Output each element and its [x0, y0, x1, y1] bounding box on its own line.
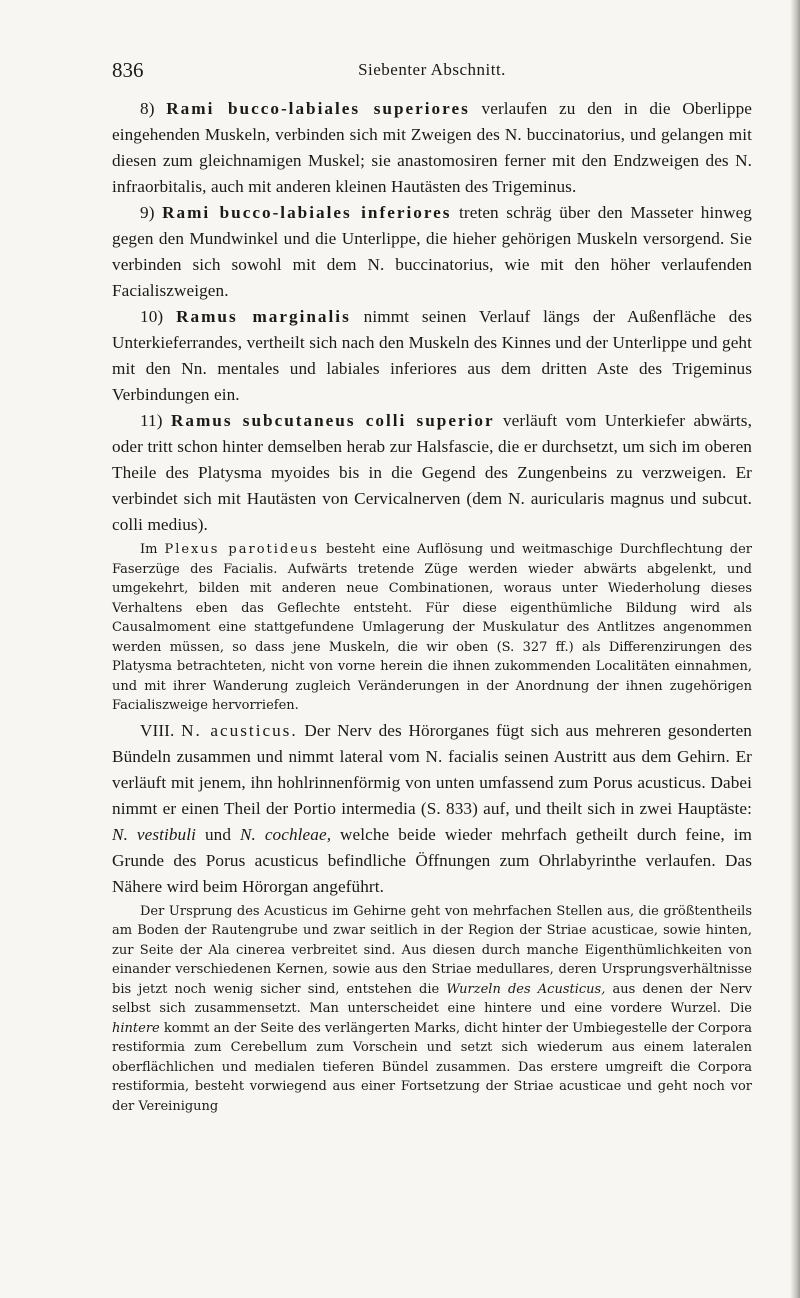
body-text: [112, 96, 752, 538]
section-number: VIII.: [140, 720, 175, 740]
paragraph-9: [112, 200, 752, 304]
paragraph-11: [112, 408, 752, 538]
fine-intro: Im: [140, 542, 158, 557]
paragraph-number: 9): [140, 203, 155, 222]
fine-text: kommt an der Seite des verlängerten Marks, dicht hinter der Umbiegestelle der Corpora restiformia zum Cerebellum zum Vorschein und setzt sich wiederum aus einem lateralen oberflächlichen und medialen tieferen Bündel zusammen. Das erstere umgreift die Corpora restiformia, besteht vorwiegend aus einer Fortsetzung der Striae acusticae und geht noch vor der Vereinigung: [112, 1020, 752, 1114]
italic-term: hintere: [112, 1020, 160, 1036]
paragraph-text: verlaufen zu den in die Oberlippe eingehenden Muskeln, verbinden sich mit Zweigen des N. buccinatorius, und gelangen mit diesen zum gleichnamigen Muskel; sie anastomosiren ferner mit den Endzweigen des N. infraorbitalis, auch mit anderen kleinen Hautästen des Trigeminus.: [112, 99, 752, 196]
fine-print-plexus: [112, 540, 752, 716]
italic-term: N. vestibuli: [112, 824, 197, 844]
fine-text: Der Ursprung des Acusticus im Gehirne geht von mehrfachen Stellen aus, die größtentheils am Boden der Rautengrube und zwar seitlich in der Region der Striae acusticae, sowie hinten, zur Seite der Ala cinerea verbreitet sind. Aus diesen durch manche Eigenthümlichkeiten von einander verschiedenen Kernen, sowie aus den Striae medullares, deren Ursprungsverhältnisse bis jetzt noch wenig sicher sind, entstehen die: [112, 903, 752, 997]
page-header: [112, 58, 752, 86]
fine-text: aus denen der Nerv selbst sich zusammensetzt. Man unterscheidet eine hintere und eine vordere Wurzel. Die: [112, 981, 752, 1016]
paragraph-8: [112, 96, 752, 200]
fine-paragraph: [112, 540, 752, 716]
fine-paragraph: [112, 902, 752, 1117]
fine-print-acusticus: [112, 902, 752, 1117]
paragraph-text: Der Nerv des Hörorganes fügt sich aus mehreren gesonderten Bündeln zusammen und nimmt lateral vom N. facialis seinen Austritt aus dem Gehirn. Er verläuft mit jenem, ihn hohlrinnenförmig von unten umfassend zum Porus acusticus. Dabei nimmt er einen Theil der Portio intermedia (S. 833) auf, und theilt sich in zwei Hauptäste:: [112, 720, 752, 818]
paragraph-text: welche beide wieder mehrfach getheilt durch feine, im Grunde des Porus acusticus befindliche Öffnungen zum Ohrlabyrinthe verlaufen. Das Nähere wird beim Hörorgan angeführt.: [112, 824, 752, 896]
italic-term: N. cochleae,: [239, 824, 332, 844]
paragraph-number: 8): [140, 99, 155, 118]
fine-text: besteht eine Auflösung und weitmaschige Durchflechtung der Faserzüge des Facialis. Aufwärts tretende Züge werden wieder abwärts abgelenkt, und umgekehrt, bilden mit anderen neue Combinationen, woraus unter Wiederholung dieses Verhaltens eben das Geflechte entsteht. Für diese eigenthümliche Bildung wird als Causalmoment eine stattgefundene Umlagerung der Muskulatur des Antlitzes angenommen werden müssen, so dass jene Muskeln, die wir oben (S. 327 ff.) als Differenzirungen des Platysma betrachteten, nicht von vorne herein die ihnen zukommenden Localitäten einnahmen, und mit ihrer Wanderung zugleich Veränderungen in der Anordnung der ihnen zugehörigen Facialiszweige hervorriefen.: [112, 542, 752, 713]
running-head: Siebenter Abschnitt.: [358, 60, 506, 79]
paragraph-10: [112, 304, 752, 408]
text-block: [112, 96, 752, 1116]
paragraph-text: treten schräg über den Masseter hinweg gegen den Mundwinkel und die Unterlippe, die hieher gehörigen Muskeln versorgend. Sie verbinden sich sowohl mit dem N. buccinatorius, wie mit den höher verlaufenden Facialiszweigen.: [112, 203, 752, 300]
paragraph-text: nimmt seinen Verlauf längs der Außenfläche des Unterkieferrandes, vertheilt sich nach den Muskeln des Kinnes und der Unterlippe und geht mit den Nn. mentales und labiales inferiores aus dem dritten Aste des Trigeminus Verbindungen ein.: [112, 307, 752, 404]
nerve-term: Plexus parotideus: [164, 542, 319, 557]
nerve-term: Ramus subcutaneus colli superior: [170, 411, 495, 430]
page-number: 836: [112, 58, 144, 82]
paragraph-text: verläuft vom Unterkiefer abwärts, oder tritt schon hinter demselben herab zur Halsfascie, die er durchsetzt, um sich im oberen Theile des Platysma myoides bis in die Gegend des Zungenbeins zu verzweigen. Er verbindet sich mit Hautästen von Cervicalnerven (dem N. auricularis magnus und subcut. colli medius).: [112, 411, 752, 534]
paragraph-number: 10): [140, 307, 164, 326]
nerve-term: Rami bucco-labiales inferiores: [162, 203, 452, 222]
paragraph-number: 11): [140, 411, 163, 430]
section-term: N. acusticus.: [181, 720, 298, 740]
paragraph-viii: [112, 718, 752, 900]
nerve-term: Ramus marginalis: [176, 307, 351, 326]
nerve-term: Rami bucco-labiales superiores: [166, 99, 470, 118]
conjunction: und: [204, 824, 232, 844]
italic-term: Wurzeln des Acusticus,: [446, 981, 606, 997]
page-edge: [790, 0, 800, 1298]
section-viii: [112, 718, 752, 900]
